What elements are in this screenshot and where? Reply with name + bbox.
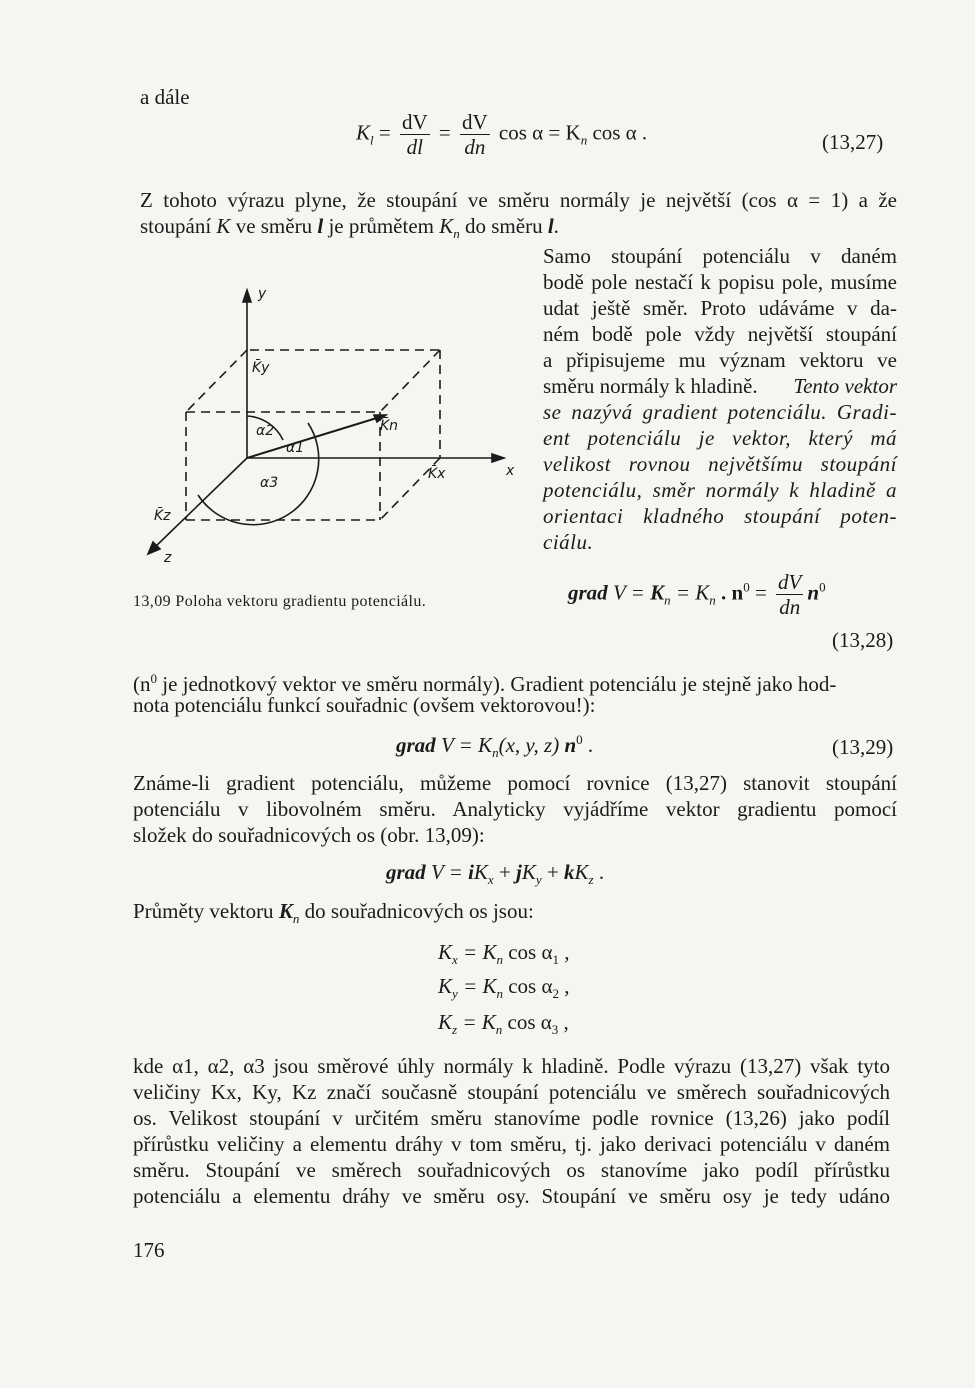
label-alpha1: α1	[286, 440, 305, 456]
label-alpha3: α3	[260, 475, 279, 491]
paragraph-line: os. Velikost stoupání v určitém směru stanovíme podle rovnice (13,26) jako podíl	[133, 1106, 890, 1130]
paragraph-line: směru. Stoupání ve směrech souřadnicových os stanovíme jako podíl přírůstku	[133, 1158, 890, 1182]
component-equation: $K_z = K_n$ $\cos \alpha_3$ ,	[438, 1010, 569, 1038]
paragraph-line: potenciálu v libovolném směru. Analyticky vyjádříme vektor gradientu pomocí	[133, 797, 897, 821]
side-line: ciálu.	[543, 530, 594, 554]
intro-text: a dále	[140, 85, 190, 109]
page-number: 176	[133, 1238, 165, 1262]
side-line: potenciálu, směr normály k hladině a	[543, 478, 897, 502]
gradient-figure	[140, 280, 530, 580]
side-line: se nazývá gradient potenciálu. Gradi-	[543, 400, 897, 424]
label-ky: K̄y	[252, 360, 270, 376]
label-x: x	[506, 463, 515, 479]
component-equation: $K_y = K_n$ $\cos \alpha_2$ ,	[438, 974, 570, 1002]
paragraph-line: Známe-li gradient potenciálu, můžeme pomocí rovnice (13,27) stanovit stoupání	[133, 771, 897, 795]
label-z: z	[164, 550, 172, 566]
figure-caption: 13,09 Poloha vektoru gradientu potenciálu.	[133, 593, 427, 610]
x-arrowhead	[492, 454, 504, 462]
side-line: směru normály k hladině. Tento vektor	[543, 374, 897, 398]
paragraph-line: stoupání K ve směru l je průmětem $K_n$ do směru l.	[140, 214, 559, 242]
paragraph-line: složek do souřadnicových os (obr. 13,09):	[133, 823, 485, 847]
dashed-box	[186, 350, 440, 520]
equation-number: (13,29)	[832, 735, 894, 759]
paragraph-line: potenciálu a elementu dráhy ve směru osy. Stoupání ve směru osy je tedy udáno	[133, 1184, 890, 1208]
label-kz: K̄z	[154, 508, 171, 524]
paragraph-line: Průměty vektoru $K_n$ do souřadnicových os jsou:	[133, 899, 534, 927]
paragraph-line: kde α1, α2, α3 jsou směrové úhly normály k hladině. Podle výrazu (13,27) však tyto	[133, 1054, 890, 1078]
y-arrowhead	[243, 290, 251, 302]
label-y: y	[258, 286, 267, 302]
label-kn: K̄n	[380, 418, 399, 434]
side-line: ném bodě pole vždy největší stoupání	[543, 322, 897, 346]
equation-number: (13,27)	[822, 130, 884, 154]
fraction: $\frac{dV}{dn}$	[462, 110, 488, 159]
side-line: velikost rovnou největšímu stoupání	[543, 452, 897, 476]
equation-13-27: $K_l$ = $\frac{dV}{dl}$ = $\frac{dV}{dn}$ $\cos \alpha = K_n$ cos α .	[356, 110, 648, 159]
equation-13-29: grad $V = K_n(x$, y, z) $n^0$ .	[396, 732, 594, 761]
side-line: Samo stoupání potenciálu v daném	[543, 244, 897, 268]
side-line: bodě pole nestačí k popisu pole, musíme	[543, 270, 897, 294]
paragraph-line: ($n^0$ je jednotkový vektor ve směru normály). Gradient potenciálu je stejně jako hod-	[133, 671, 837, 696]
z-axis	[154, 458, 247, 548]
paragraph-line: přírůstku veličiny a elementu dráhy v tom směru, tj. jako derivaci potenciálu v daném	[133, 1132, 890, 1156]
fraction: $\frac{dV}{dl}$	[401, 110, 428, 159]
label-kx: K̄x	[428, 466, 446, 482]
side-line: ent potenciálu je vektor, který má	[543, 426, 897, 450]
fraction: $\frac{dV}{dn}$	[778, 570, 802, 619]
component-equation: $K_x = K_n$ $\cos \alpha_1$ ,	[438, 940, 570, 968]
paragraph-line: Z tohoto výrazu plyne, že stoupání ve směru normály je největší (cos α = 1) a že	[140, 188, 897, 212]
side-line: orientaci kladného stoupání poten-	[543, 504, 897, 528]
paragraph-line: veličiny Kx, Ky, Kz značí současně stoupání potenciálu ve směrech souřadnicových	[133, 1080, 890, 1104]
label-alpha2: α2	[256, 423, 275, 439]
equation-number: (13,28)	[832, 628, 894, 652]
paragraph-line: nota potenciálu funkcí souřadnic (ovšem vektorovou!):	[133, 693, 596, 717]
equation-13-28: grad $V = K_n = K_n$ . $n^0$ = $\frac{dV}{dn}$ $n^0$	[568, 570, 826, 619]
equation-grad-components: grad $V = iK_x + jK_y + kK_z$ .	[386, 860, 605, 888]
side-line: udat ještě směr. Proto udáváme v da-	[543, 296, 897, 320]
side-line: a připisujeme mu význam vektoru ve	[543, 348, 897, 372]
